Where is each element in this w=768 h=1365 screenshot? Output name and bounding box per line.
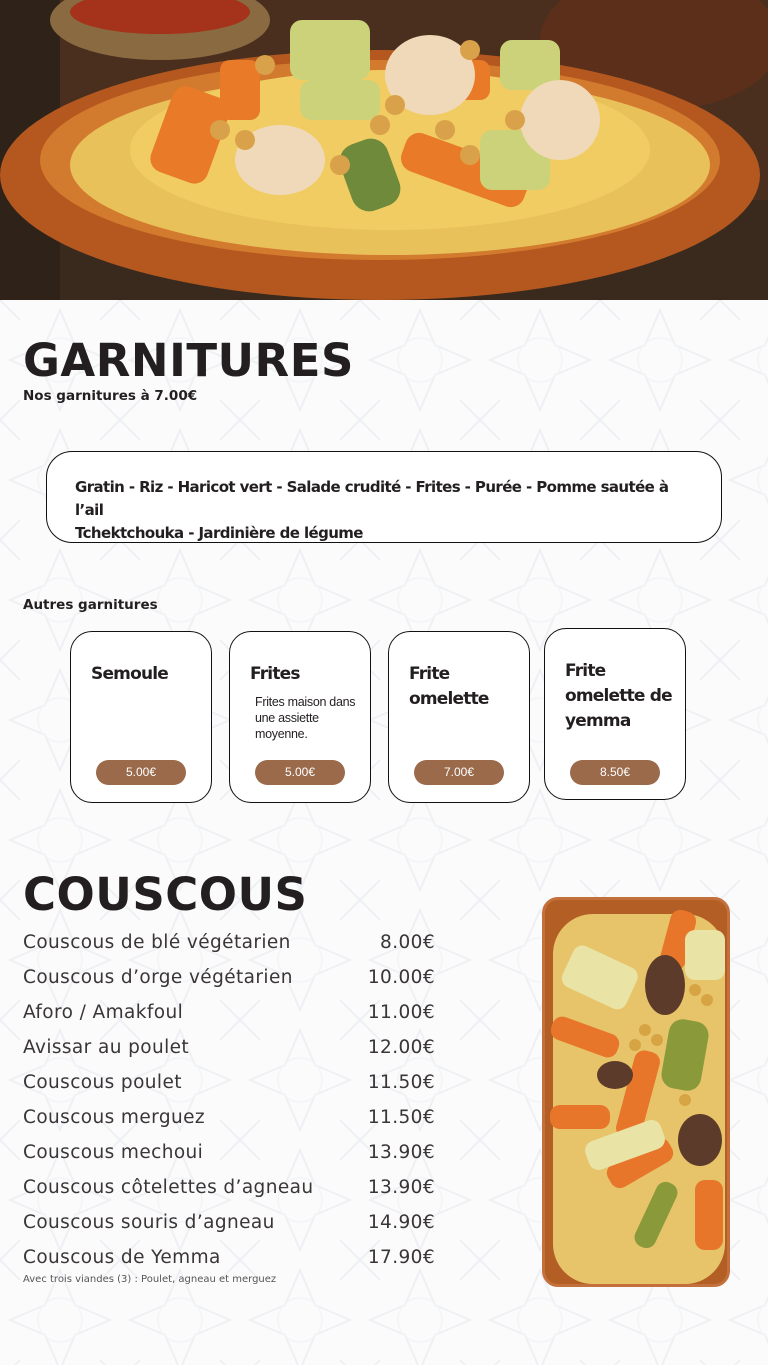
menu-item-price: 14.90€ [367,1212,435,1233]
menu-item-price: 11.50€ [367,1107,435,1128]
menu-item [23,1034,435,1069]
menu-item-price: 11.50€ [367,1072,435,1093]
card-title: Frite omelette [409,664,489,709]
couscous-menu-list [23,929,435,1279]
menu-item-price: 11.00€ [367,1002,435,1023]
garnitures-list-box [46,451,722,543]
garnitures-title: GARNITURES [23,334,354,387]
price-badge: 5.00€ [96,760,186,785]
garnitures-subtitle: Nos garnitures à 7.00€ [23,388,198,404]
menu-item [23,1139,435,1174]
garniture-card-frite-omelette-yemma[interactable] [544,628,686,800]
menu-item [23,1174,435,1209]
menu-item-name: Couscous souris d’agneau [23,1212,275,1233]
menu-item-price: 13.90€ [367,1142,435,1163]
card-title: Frite omelette de yemma [565,661,672,731]
price-badge: 7.00€ [414,760,504,785]
garnitures-list-line-2: Tchektchouka - Jardinière de légume [75,524,363,542]
couscous-note: Avec trois viandes (3) : Poulet, agneau et merguez [23,1274,277,1285]
menu-item-name: Couscous de blé végétarien [23,932,291,953]
autres-garnitures-title: Autres garnitures [23,597,158,613]
garniture-card-semoule[interactable] [70,631,212,803]
menu-item-name: Aforo / Amakfoul [23,1002,184,1023]
menu-item-name: Avissar au poulet [23,1037,190,1058]
hero-couscous-photo [0,0,768,300]
couscous-title: COUSCOUS [23,868,308,921]
menu-item-price: 8.00€ [380,932,435,953]
menu-item-name: Couscous mechoui [23,1142,204,1163]
menu-item-name: Couscous poulet [23,1072,182,1093]
menu-item [23,929,435,964]
menu-item-name: Couscous merguez [23,1107,205,1128]
menu-item-name: Couscous de Yemma [23,1247,221,1268]
garnitures-list-line-1: Gratin - Riz - Haricot vert - Salade crudité - Frites - Purée - Pomme sautée à l’ail [75,478,669,519]
menu-item-name: Couscous côtelettes d’agneau [23,1177,314,1198]
couscous-plate-photo [542,897,730,1287]
card-title: Frites [250,664,300,684]
price-badge: 8.50€ [570,760,660,785]
menu-item-price: 10.00€ [367,967,435,988]
menu-item-price: 17.90€ [367,1247,435,1268]
menu-item [23,999,435,1034]
menu-item [23,1069,435,1104]
menu-item-name: Couscous d’orge végétarien [23,967,293,988]
menu-item [23,964,435,999]
menu-item-price: 13.90€ [367,1177,435,1198]
card-title: Semoule [91,664,169,684]
garniture-card-frite-omelette[interactable] [388,631,530,803]
menu-item-price: 12.00€ [367,1037,435,1058]
price-badge: 5.00€ [255,760,345,785]
menu-item [23,1209,435,1244]
menu-item [23,1104,435,1139]
card-description: Frites maison dans une assiette moyenne. [255,695,356,741]
garniture-card-frites[interactable] [229,631,371,803]
